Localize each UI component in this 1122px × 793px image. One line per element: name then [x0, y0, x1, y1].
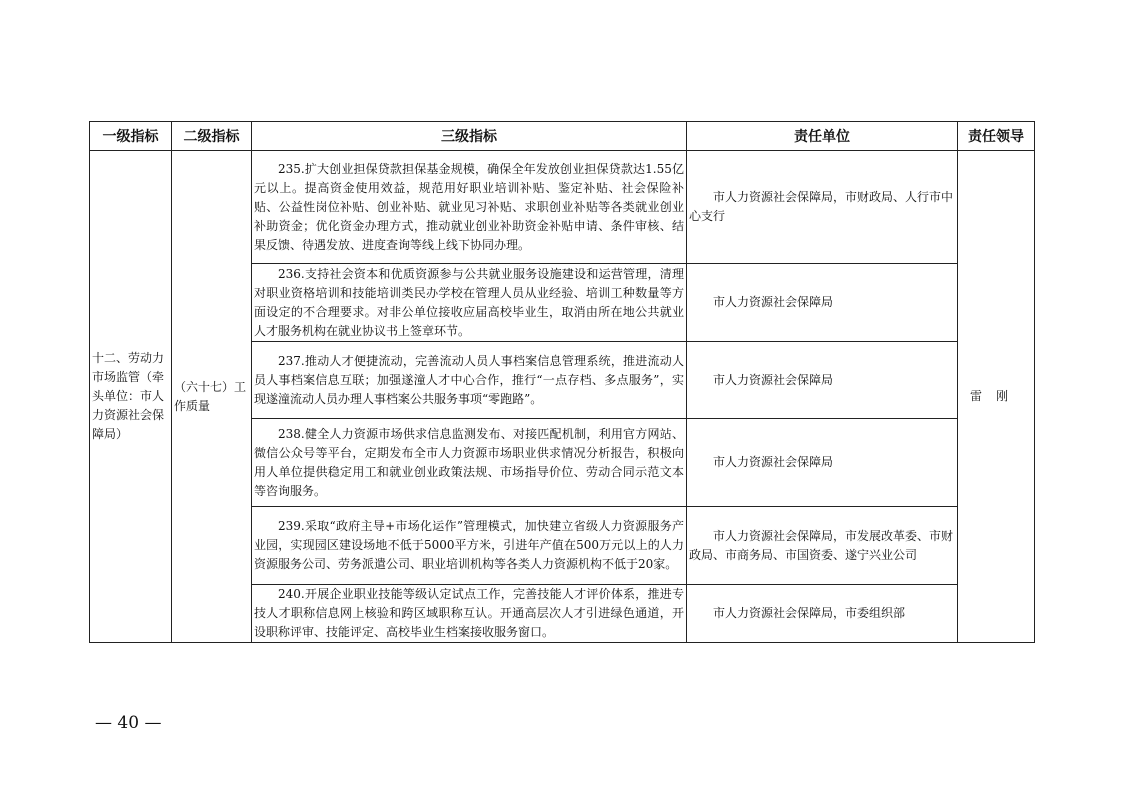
header-level1: 一级指标: [90, 122, 172, 151]
page-number: — 40 —: [95, 713, 162, 733]
responsible-unit: 市人力资源社会保障局，市财政局、人行市中心支行: [687, 151, 958, 264]
header-responsible-unit: 责任单位: [687, 122, 958, 151]
responsible-unit: 市人力资源社会保障局: [687, 264, 958, 342]
table-row: [90, 151, 1035, 264]
level2-indicator: （六十七）工作质量: [172, 151, 252, 643]
responsible-unit: 市人力资源社会保障局: [687, 419, 958, 507]
level3-indicator: 237.推动人才便捷流动，完善流动人员人事档案信息管理系统，推进流动人员人事档案信息互联；加强遂潼人才中心合作，推行“一点存档、多点服务”，实现遂潼流动人员办理人事档案公共服务事项“零跑路”。: [252, 342, 687, 419]
header-responsible-leader: 责任领导: [958, 122, 1035, 151]
responsible-leader: 雷刚: [958, 151, 1035, 643]
responsible-unit: 市人力资源社会保障局: [687, 342, 958, 419]
responsible-unit: 市人力资源社会保障局，市发展改革委、市财政局、市商务局、市国资委、遂宁兴业公司: [687, 507, 958, 585]
level3-indicator: 236.支持社会资本和优质资源参与公共就业服务设施建设和运营管理，清理对职业资格培训和技能培训类民办学校在管理人员从业经验、培训工种数量等方面设定的不合理要求。对非公单位接收应届高校毕业生，取消由所在地公共就业人才服务机构在就业协议书上签章环节。: [252, 264, 687, 342]
header-level3: 三级指标: [252, 122, 687, 151]
level3-indicator: 235.扩大创业担保贷款担保基金规模，确保全年发放创业担保贷款达1.55亿元以上。提高资金使用效益，规范用好职业培训补贴、鉴定补贴、社会保险补贴、公益性岗位补贴、创业补贴、就业见习补贴、求职创业补贴等各类就业创业补助资金；优化资金办理方式，推动就业创业补助资金补贴申请、条件审核、结果反馈、待遇发放、进度查询等线上线下协同办理。: [252, 151, 687, 264]
header-level2: 二级指标: [172, 122, 252, 151]
level1-indicator: 十二、劳动力市场监管（牵头单位：市人力资源社会保障局）: [90, 151, 172, 643]
level3-indicator: 240.开展企业职业技能等级认定试点工作，完善技能人才评价体系，推进专技人才职称信息网上核验和跨区域职称互认。开通高层次人才引进绿色通道，开设职称评审、技能评定、高校毕业生档案接收服务窗口。: [252, 585, 687, 643]
level3-indicator: 238.健全人力资源市场供求信息监测发布、对接匹配机制，利用官方网站、微信公众号等平台，定期发布全市人力资源市场职业供求情况分析报告，积极向用人单位提供稳定用工和就业创业政策法规、市场指导价位、劳动合同示范文本等咨询服务。: [252, 419, 687, 507]
level3-indicator: 239.采取“政府主导+市场化运作”管理模式，加快建立省级人力资源服务产业园，实现园区建设场地不低于5000平方米，引进年产值在500万元以上的人力资源服务公司、劳务派遣公司、职业培训机构等各类人力资源机构不低于20家。: [252, 507, 687, 585]
responsible-unit: 市人力资源社会保障局，市委组织部: [687, 585, 958, 643]
table-header-row: [90, 122, 1035, 151]
indicator-table: [89, 121, 1035, 643]
